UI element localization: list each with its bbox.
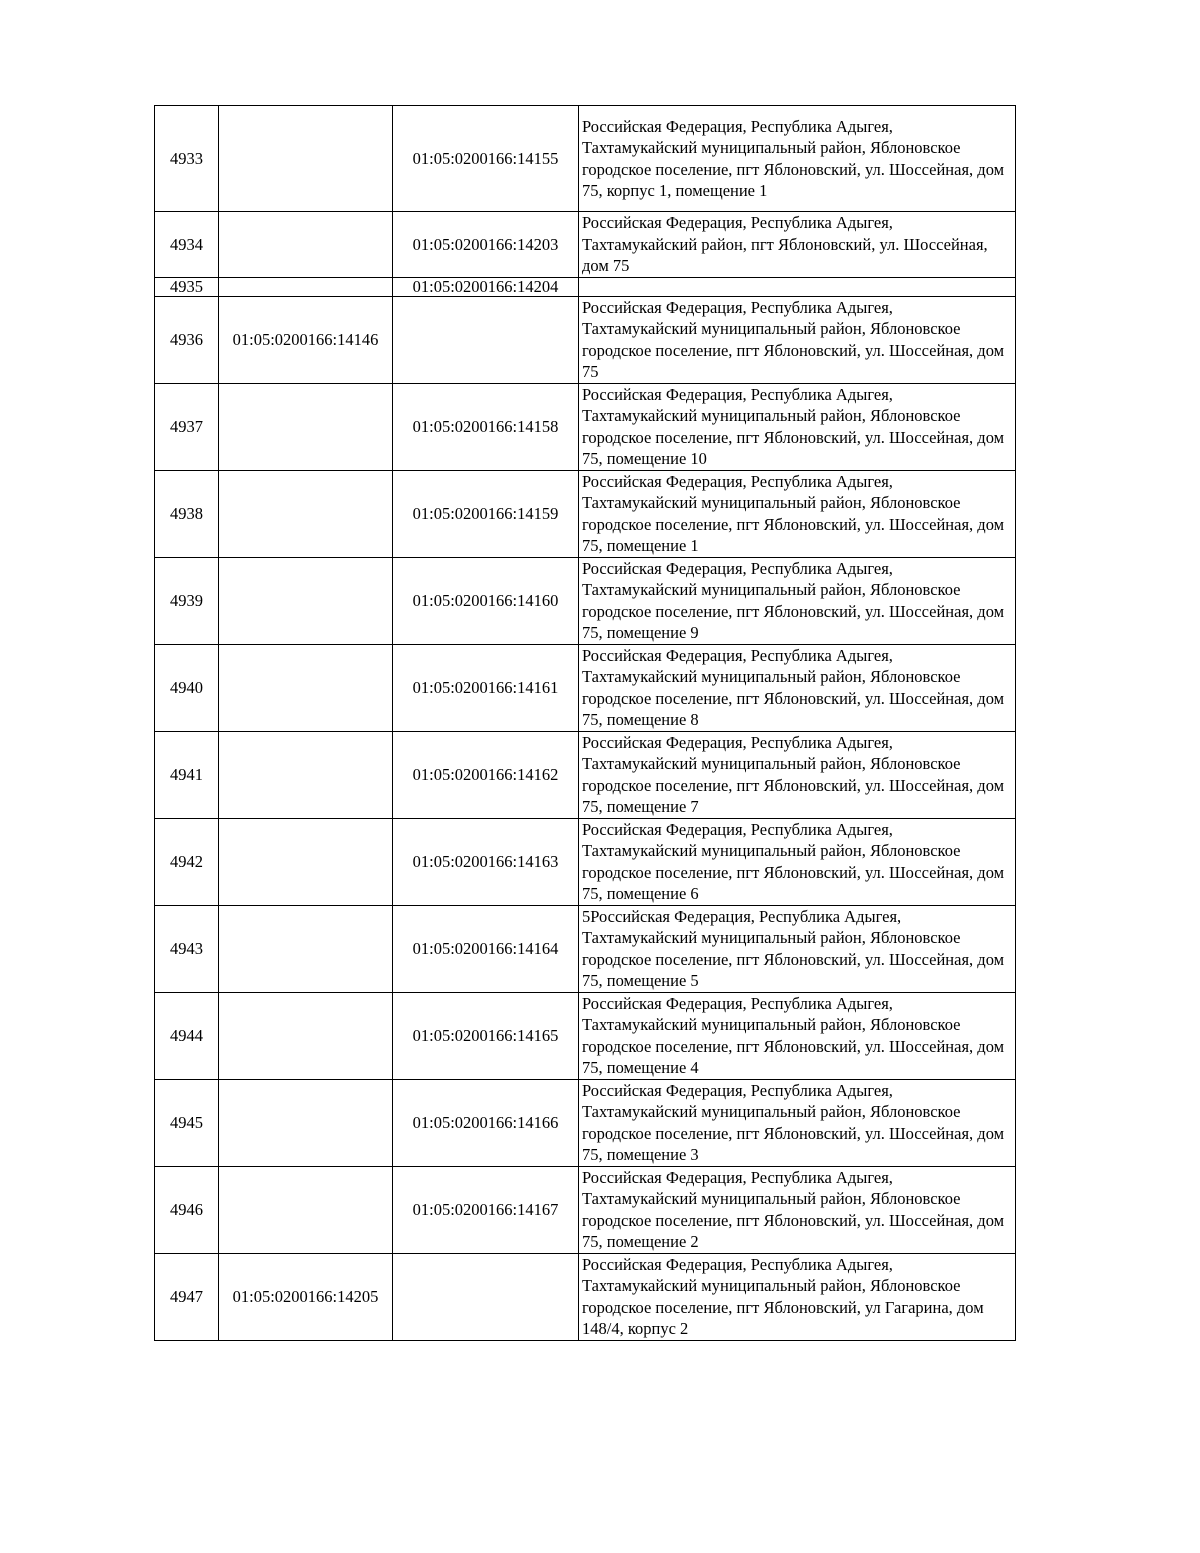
cadastral-number-parent <box>219 383 393 470</box>
cadastral-number <box>393 296 579 383</box>
address-cell: 5Российская Федерация, Республика Адыгея, Тахтамукайский муниципальный район, Яблоновское городское поселение, пгт Яблоновский, ул. Шоссейная, дом 75, помещение 5 <box>579 905 1016 992</box>
table-row <box>155 992 1016 1079</box>
row-number: 4939 <box>155 557 219 644</box>
address-cell: Российская Федерация, Республика Адыгея, Тахтамукайский муниципальный район, Яблоновское городское поселение, пгт Яблоновский, ул. Шоссейная, дом 75, помещение 10 <box>579 383 1016 470</box>
cadastral-number: 01:05:0200166:14163 <box>393 818 579 905</box>
address-cell: Российская Федерация, Республика Адыгея, Тахтамукайский муниципальный район, Яблоновское городское поселение, пгт Яблоновский, ул. Шоссейная, дом 75, помещение 9 <box>579 557 1016 644</box>
cadastral-number-parent <box>219 1079 393 1166</box>
cadastral-number-parent <box>219 277 393 296</box>
table-row <box>155 1079 1016 1166</box>
table-row <box>155 296 1016 383</box>
row-number: 4936 <box>155 296 219 383</box>
row-number: 4940 <box>155 644 219 731</box>
row-number: 4934 <box>155 212 219 278</box>
cadastral-number-parent <box>219 818 393 905</box>
registry-table <box>154 105 1016 1341</box>
row-number: 4938 <box>155 470 219 557</box>
address-cell: Российская Федерация, Республика Адыгея, Тахтамукайский муниципальный район, Яблоновское городское поселение, пгт Яблоновский, ул. Шоссейная, дом 75, помещение 3 <box>579 1079 1016 1166</box>
cadastral-number-parent <box>219 1166 393 1253</box>
cadastral-number: 01:05:0200166:14162 <box>393 731 579 818</box>
row-number: 4937 <box>155 383 219 470</box>
table-row <box>155 383 1016 470</box>
row-number: 4943 <box>155 905 219 992</box>
address-cell: Российская Федерация, Республика Адыгея, Тахтамукайский муниципальный район, Яблоновское городское поселение, пгт Яблоновский, ул. Шоссейная, дом 75, помещение 6 <box>579 818 1016 905</box>
address-cell: Российская Федерация, Республика Адыгея, Тахтамукайский район, пгт Яблоновский, ул. Шоссейная, дом 75 <box>579 212 1016 278</box>
address-cell: Российская Федерация, Республика Адыгея, Тахтамукайский муниципальный район, Яблоновское городское поселение, пгт Яблоновский, ул. Шоссейная, дом 75, помещение 4 <box>579 992 1016 1079</box>
cadastral-number-parent <box>219 731 393 818</box>
row-number: 4947 <box>155 1253 219 1340</box>
cadastral-number-parent <box>219 212 393 278</box>
cadastral-number: 01:05:0200166:14159 <box>393 470 579 557</box>
cadastral-number-parent <box>219 106 393 212</box>
table-row <box>155 731 1016 818</box>
table-row <box>155 212 1016 278</box>
cadastral-number: 01:05:0200166:14160 <box>393 557 579 644</box>
row-number: 4944 <box>155 992 219 1079</box>
row-number: 4946 <box>155 1166 219 1253</box>
cadastral-number <box>393 1253 579 1340</box>
address-cell: Российская Федерация, Республика Адыгея, Тахтамукайский муниципальный район, Яблоновское городское поселение, пгт Яблоновский, ул. Шоссейная, дом 75, помещение 1 <box>579 470 1016 557</box>
address-cell: Российская Федерация, Республика Адыгея, Тахтамукайский муниципальный район, Яблоновское городское поселение, пгт Яблоновский, ул. Шоссейная, дом 75, помещение 7 <box>579 731 1016 818</box>
address-cell: Российская Федерация, Республика Адыгея, Тахтамукайский муниципальный район, Яблоновское городское поселение, пгт Яблоновский, ул. Шоссейная, дом 75 <box>579 296 1016 383</box>
cadastral-number: 01:05:0200166:14167 <box>393 1166 579 1253</box>
table-row <box>155 1253 1016 1340</box>
table-row <box>155 106 1016 212</box>
address-cell: Российская Федерация, Республика Адыгея, Тахтамукайский муниципальный район, Яблоновское городское поселение, пгт Яблоновский, ул. Шоссейная, дом 75, помещение 8 <box>579 644 1016 731</box>
cadastral-number-parent: 01:05:0200166:14146 <box>219 296 393 383</box>
cadastral-number-parent: 01:05:0200166:14205 <box>219 1253 393 1340</box>
address-cell <box>579 277 1016 296</box>
address-cell: Российская Федерация, Республика Адыгея, Тахтамукайский муниципальный район, Яблоновское городское поселение, пгт Яблоновский, ул. Шоссейная, дом 75, корпус 1, помещение 1 <box>579 106 1016 212</box>
cadastral-number: 01:05:0200166:14165 <box>393 992 579 1079</box>
cadastral-number-parent <box>219 557 393 644</box>
cadastral-number: 01:05:0200166:14164 <box>393 905 579 992</box>
address-cell: Российская Федерация, Республика Адыгея, Тахтамукайский муниципальный район, Яблоновское городское поселение, пгт Яблоновский, ул. Шоссейная, дом 75, помещение 2 <box>579 1166 1016 1253</box>
cadastral-number: 01:05:0200166:14158 <box>393 383 579 470</box>
cadastral-number: 01:05:0200166:14166 <box>393 1079 579 1166</box>
row-number: 4935 <box>155 277 219 296</box>
cadastral-number-parent <box>219 644 393 731</box>
row-number: 4941 <box>155 731 219 818</box>
cadastral-number: 01:05:0200166:14203 <box>393 212 579 278</box>
table-row <box>155 277 1016 296</box>
cadastral-number: 01:05:0200166:14161 <box>393 644 579 731</box>
table-row <box>155 644 1016 731</box>
address-cell: Российская Федерация, Республика Адыгея, Тахтамукайский муниципальный район, Яблоновское городское поселение, пгт Яблоновский, ул Гагарина, дом 148/4, корпус 2 <box>579 1253 1016 1340</box>
table-row <box>155 470 1016 557</box>
row-number: 4945 <box>155 1079 219 1166</box>
table-row <box>155 1166 1016 1253</box>
table-row <box>155 818 1016 905</box>
table-row <box>155 557 1016 644</box>
row-number: 4942 <box>155 818 219 905</box>
row-number: 4933 <box>155 106 219 212</box>
cadastral-number: 01:05:0200166:14155 <box>393 106 579 212</box>
table-row <box>155 905 1016 992</box>
cadastral-number-parent <box>219 905 393 992</box>
cadastral-number-parent <box>219 992 393 1079</box>
cadastral-number: 01:05:0200166:14204 <box>393 277 579 296</box>
cadastral-number-parent <box>219 470 393 557</box>
